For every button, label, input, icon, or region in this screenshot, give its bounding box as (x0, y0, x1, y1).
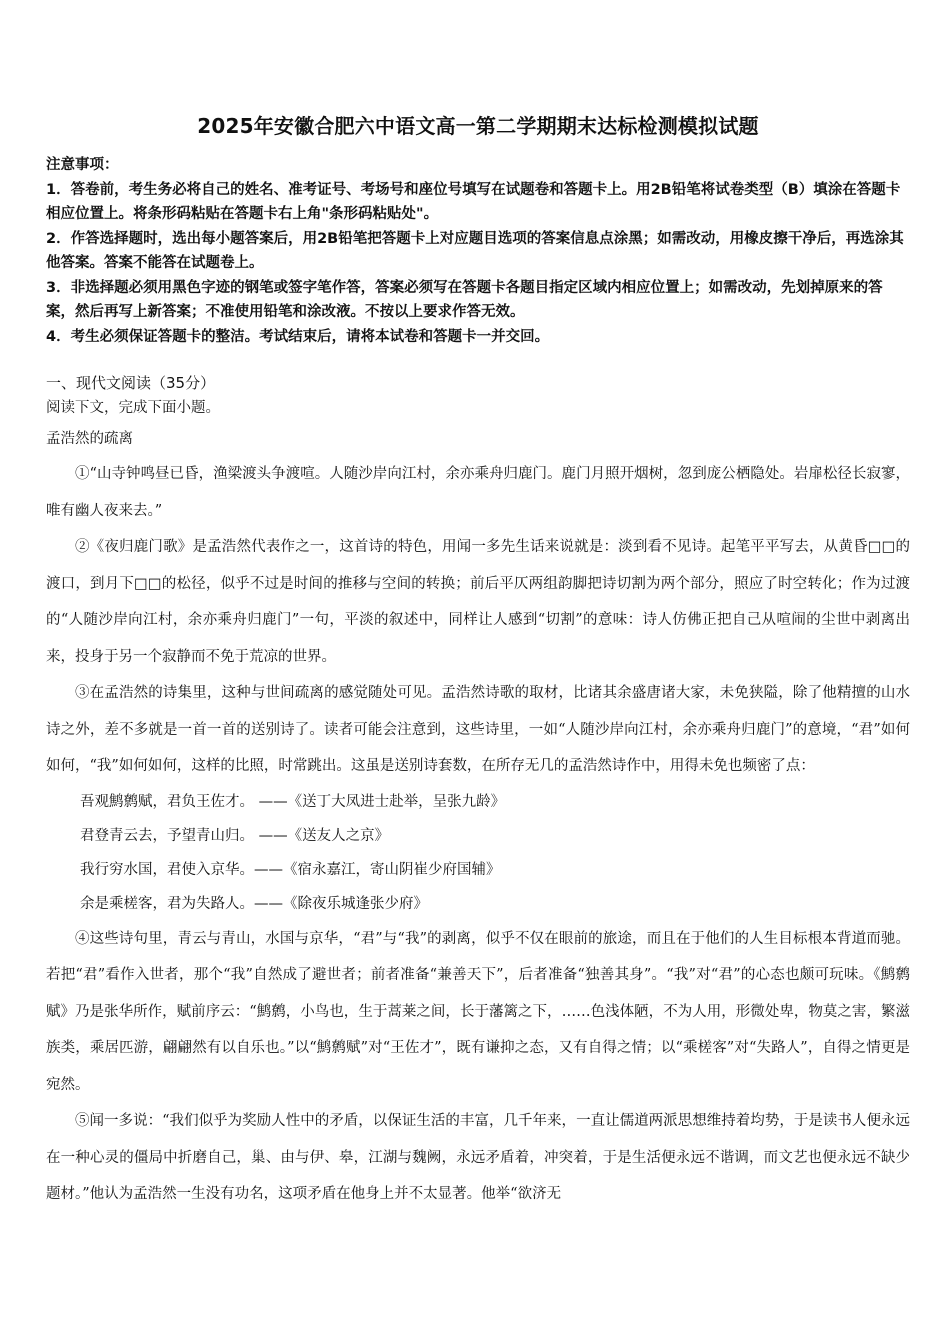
paragraph-5: ⑤闻一多说：“我们似乎为奖励人性中的矛盾，以保证生活的丰富，几千年来，一直让儒道两派思想维持着均势，于是读书人便永远在一种心灵的僵局中折磨自己，巢、由与伊、皋，江湖与魏阙，永远矛盾着，冲突着，于是生活便永远不谐调，而文艺也便永远不缺少题材。”他认为孟浩然一生没有功名，这项矛盾在他身上并不太显著。他举“欲济无 (46, 1113, 910, 1202)
passage-title: 孟浩然的疏离 (46, 431, 133, 447)
notes-block (46, 153, 910, 349)
paragraph-4: ④这些诗句里，青云与青山，水国与京华，“君”与“我”的剥离，似乎不仅在眼前的旅途，而且在于他们的人生目标根本背道而驰。若把“君”看作入世者，那个“我”自然成了避世者；前者准备“兼善天下”，后者准备“独善其身”。“我”对“君”的心态也颇可玩味。《鹪鹩赋》乃是张华所作，赋前序云：“鹪鹩，小鸟也，生于蒿莱之间，长于藩篱之下，……色浅体陋，不为人用，形微处卑，物莫之害，繁滋族类，乘居匹游，翩翩然有以自乐也。”以“鹪鹩赋”对“王佐才”，既有谦抑之态，又有自得之情；以“乘槎客”对“失路人”，自得之情更是宛然。 (46, 930, 910, 1093)
note-item-2: 2．作答选择题时，选出每小题答案后，用2B铅笔把答题卡上对应题目选项的答案信息点涂黑；如需改动，用橡皮擦干净后，再选涂其他答案。答案不能答在试题卷上。 (46, 230, 904, 271)
paragraph-1: ①“山寺钟鸣昼已昏，渔梁渡头争渡喧。人随沙岸向江村，余亦乘舟归鹿门。鹿门月照开烟树，忽到庞公栖隐处。岩扉松径长寂寥，唯有幽人夜来去。” (46, 466, 910, 519)
poem-quotes (46, 785, 910, 921)
page-title: 2025年安徽合肥六中语文高一第二学期期末达标检测模拟试题 (197, 114, 759, 138)
section-heading: 一、现代文阅读（35分） (46, 374, 216, 392)
poem-line-1: 吾观鹪鹩赋，君负王佐才。 ——《送丁大凤进士赴举，呈张九龄》 (80, 793, 506, 810)
notes-heading: 注意事项： (46, 157, 119, 173)
paragraph-2: ②《夜归鹿门歌》是孟浩然代表作之一，这首诗的特色，用闻一多先生话来说就是：淡到看不见诗。起笔平平写去，从黄昏□□的渡口，到月下□□的松径，似乎不过是时间的推移与空间的转换；前后平仄两组韵脚把诗切割为两个部分，照应了时空转化；作为过渡的“人随沙岸向江村，余亦乘舟归鹿门”一句，平淡的叙述中，同样让人感到“切割”的意味：诗人仿佛正把自己从喧闹的尘世中剥离出来，投身于另一个寂静而不免于荒凉的世界。 (46, 539, 910, 665)
paragraph-3: ③在孟浩然的诗集里，这种与世间疏离的感觉随处可见。孟浩然诗歌的取材，比诸其余盛唐诸大家，未免狭隘，除了他精擅的山水诗之外，差不多就是一首一首的送别诗了。读者可能会注意到，这些诗里，一如“人随沙岸向江村，余亦乘舟归鹿门”的意境，“君”如何如何，“我”如何如何，这样的比照，时常跳出。这虽是送别诗套数，在所存无几的孟浩然诗作中，用得未免也频密了点： (46, 685, 910, 774)
exam-page (46, 110, 910, 1213)
note-item-4: 4．考生必须保证答题卡的整洁。考试结束后，请将本试卷和答题卡一并交回。 (46, 328, 550, 345)
poem-line-3: 我行穷水国，君使入京华。——《宿永嘉江，寄山阴崔少府国辅》 (80, 861, 501, 878)
poem-line-2: 君登青云去，予望青山归。 ——《送友人之京》 (80, 827, 390, 844)
reading-instruction: 阅读下文，完成下面小题。 (46, 400, 220, 416)
note-item-3: 3．非选择题必须用黑色字迹的钢笔或签字笔作答，答案必须写在答题卡各题目指定区域内相应位置上；如需改动，先划掉原来的答案，然后再写上新答案；不准使用铅笔和涂改液。不按以上要求作答无效。 (46, 279, 883, 320)
note-item-1: 1．答卷前，考生务必将自己的姓名、准考证号、考场号和座位号填写在试题卷和答题卡上。用2B铅笔将试卷类型（B）填涂在答题卡相应位置上。将条形码粘贴在答题卡右上角"条形码粘贴处"。 (46, 181, 901, 222)
poem-line-4: 余是乘槎客，君为失路人。——《除夜乐城逢张少府》 (80, 895, 428, 912)
